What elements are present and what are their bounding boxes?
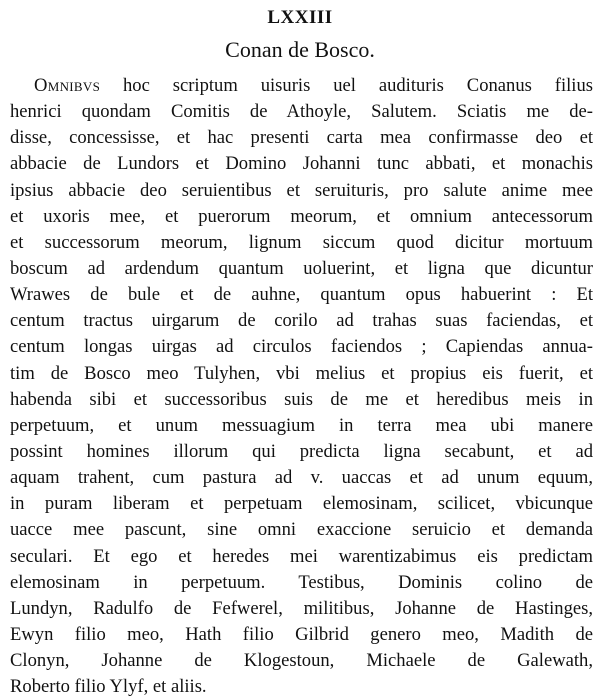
text-line: uacce mee pascunt, sine omni exaccione seruicio et demanda bbox=[10, 519, 593, 541]
text-line: Clonyn, Johanne de Klogestoun, Michaele de Galewath, bbox=[10, 650, 593, 672]
text-line: perpetuum, et unum messuagium in terra mea ubi manere bbox=[10, 414, 593, 436]
text-line: elemosinam in perpetuum. Testibus, Dominis colino de bbox=[10, 571, 593, 593]
charter-text bbox=[10, 73, 593, 700]
text-line: Ewyn filio meo, Hath filio Gilbrid genero meo, Madith de bbox=[10, 623, 593, 645]
text-line: Lundyn, Radulfo de Fefwerel, militibus, Johanne de Hastinges, bbox=[10, 597, 593, 619]
text-line: boscum ad ardendum quantum uoluerint, et ligna que dicuntur bbox=[10, 257, 593, 279]
charter-title: Conan de Bosco. bbox=[225, 37, 375, 62]
text-line: et uxoris mee, et puerorum meorum, et omnium antecessorum bbox=[10, 205, 593, 227]
text-line: tim de Bosco meo Tulyhen, vbi melius et propius eis fuerit, et bbox=[10, 362, 593, 384]
text-line: possint homines illorum qui predicta ligna secabunt, et ad bbox=[10, 440, 593, 462]
text-line: Wrawes de bule et de auhne, quantum opus habuerint : Et bbox=[10, 284, 593, 306]
text-line: in puram liberam et perpetuam elemosinam, scilicet, vbicunque bbox=[10, 493, 593, 515]
text-line: aquam trahent, cum pastura ad v. uaccas et ad unum equum, bbox=[10, 467, 593, 489]
text-line: seculari. Et ego et heredes mei warentizabimus eis predictam bbox=[10, 545, 593, 567]
text-line: habenda sibi et successoribus suis de me et heredibus meis in bbox=[10, 388, 593, 410]
opening-word: Omnibvs bbox=[34, 75, 101, 96]
charter-number: LXXIII bbox=[267, 7, 333, 28]
text-line: disse, concessisse, et hac presenti carta mea confirmasse deo et bbox=[10, 127, 593, 149]
text-line: centum tractus uirgarum de corilo ad trahas suas faciendas, et bbox=[10, 310, 593, 332]
text-line bbox=[10, 73, 593, 99]
text-line: centum longas uirgas ad circulos faciendos ; Capiendas annua- bbox=[10, 336, 593, 358]
line-text: hoc scriptum uisuris uel audituris Conanus filius bbox=[100, 75, 593, 96]
text-line: ipsius abbacie deo seruientibus et seruituris, pro salute anime mee bbox=[10, 179, 593, 201]
text-line: et successorum meorum, lignum siccum quod dicitur mortuum bbox=[10, 231, 593, 253]
text-line: henrici quondam Comitis de Athoyle, Salutem. Sciatis me de- bbox=[10, 101, 593, 123]
text-line: abbacie de Lundors et Domino Johanni tunc abbati, et monachis bbox=[10, 153, 593, 175]
text-line: Roberto filio Ylyf, et aliis. bbox=[10, 676, 207, 698]
